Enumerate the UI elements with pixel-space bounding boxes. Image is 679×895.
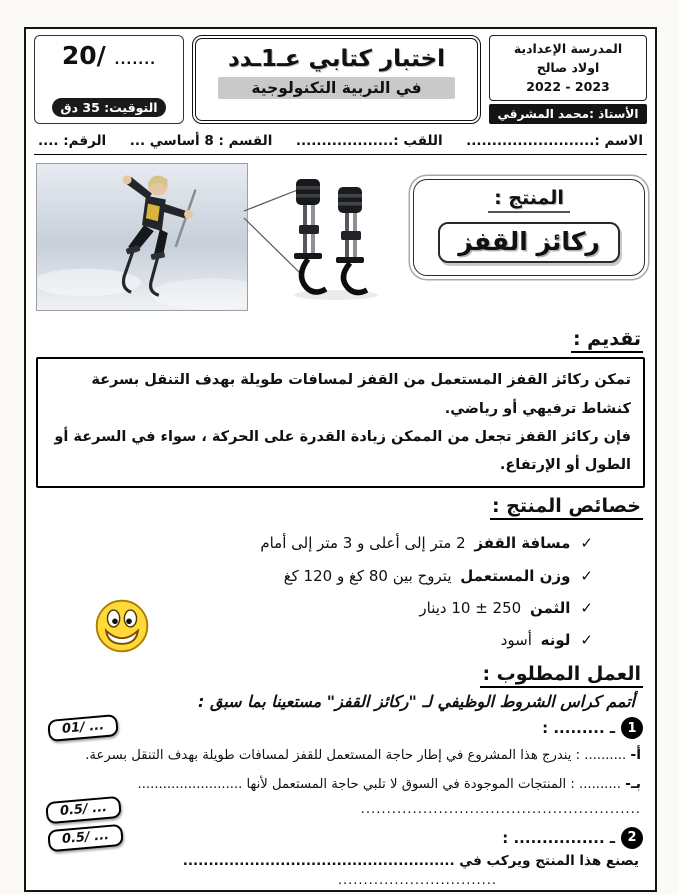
intro-paragraph-box — [36, 357, 645, 488]
item-text: 250 ± 10 دينار — [419, 598, 522, 617]
intro-line-1: تمكن ركائز القفز المستعمل من القفز لمسافات طويلة بهدف التنقل بسرعة كنشاط ترفيهي أو رياضي. — [91, 372, 631, 417]
bottom-answer-dots: ............................... — [337, 872, 497, 888]
stilts-photo — [286, 177, 382, 301]
question-1b-blank: .......... : — [570, 777, 621, 793]
product-section — [34, 161, 647, 321]
work-heading: العمل المطلوب : — [480, 663, 643, 688]
question-1a-text: يندرج هذا المشروع في إطار حاجة المستعمل للقفز لمسافات طويلة بهدف التنقل بسرعة. — [85, 748, 572, 764]
score-tag-1: 01/ ... — [47, 714, 119, 742]
intro-heading-row — [38, 328, 643, 353]
student-number-field: الرقم: .... — [38, 133, 107, 150]
characteristics-heading: خصائص المنتج : — [490, 495, 643, 520]
exam-title-box — [192, 35, 481, 124]
score-box — [34, 35, 184, 124]
exam-subject-band: في التربية التكنولوجية — [218, 77, 455, 99]
question-1 — [542, 717, 643, 739]
checkmark-icon: ✓ — [580, 566, 593, 585]
smiley-face-icon — [92, 596, 152, 660]
list-item — [34, 527, 593, 559]
intro-line-2: فإن ركائز القفز تجعل من الممكن زيادة القدرة على الحركة ، سواء في السرعة أو الطول أو الإرتفاع. — [54, 428, 631, 474]
product-name: ركائز القفز — [458, 227, 600, 257]
question-2-row — [38, 827, 643, 849]
characteristics-heading-row — [38, 495, 643, 520]
exam-header — [34, 35, 647, 124]
checkmark-icon: ✓ — [580, 534, 593, 553]
characteristics-section — [34, 524, 647, 656]
jumping-stilts-image — [286, 177, 382, 301]
page-border-frame — [24, 27, 657, 892]
score-slash: / — [96, 41, 106, 70]
item-label: مسافة القفز — [474, 534, 571, 553]
question-2 — [502, 827, 643, 849]
checkmark-icon: ✓ — [580, 631, 593, 650]
question-2-text: يصنع هذا المنتج ويركب في ..................................................... — [182, 852, 639, 869]
jumper-photo — [36, 163, 248, 311]
student-class-field: القسم : 8 أساسي ... — [129, 133, 273, 150]
question-1-row — [38, 717, 643, 739]
product-label: المنتج : — [488, 187, 570, 213]
school-column — [489, 35, 647, 124]
work-heading-row — [38, 663, 643, 688]
score-total — [41, 41, 177, 70]
question-1a-blank: .......... : — [575, 748, 627, 764]
intro-heading: تقديم : — [571, 328, 643, 353]
exam-title: اختبار كتابي عـ1ـدد — [228, 46, 445, 72]
product-name-frame — [438, 222, 619, 263]
question-1a-label: أ- — [630, 747, 641, 764]
work-instruction: أتمم كراس الشروط الوظيفي لـ "ركائز القفز" مستعينا بما سبق : — [198, 692, 635, 712]
item-label: لونه — [540, 631, 571, 650]
item-text: يتروح بين 80 كغ و 120 كغ — [283, 566, 452, 585]
student-name-field: الاسم :......................... — [466, 133, 643, 150]
question-1-blank: ـ ......... : — [542, 719, 615, 738]
checkmark-icon: ✓ — [580, 598, 593, 617]
item-label: وزن المستعمل — [460, 566, 571, 585]
question-1-number-badge: 1 — [621, 717, 643, 739]
person-jumping-on-stilts-image — [37, 164, 247, 310]
teacher-name-strip: الأستاذ :محمد المشرقي — [489, 104, 647, 124]
product-name-box — [413, 179, 645, 276]
question-1b-dots-row — [40, 799, 641, 821]
question-1a-row — [40, 744, 641, 768]
question-2-blank: ـ ................ : — [502, 828, 615, 847]
score-max: 20 — [61, 41, 97, 70]
item-label: الثمن — [529, 598, 571, 617]
timing-strip: التوقيت: 35 دق — [52, 98, 165, 117]
school-year: 2022 - 2023 — [526, 78, 610, 94]
student-surname-field: اللقب :................... — [295, 133, 443, 150]
score-tag-2: 0.5/ ... — [45, 796, 122, 824]
school-name-line2: اولاد صالح — [536, 59, 600, 75]
list-item — [34, 560, 593, 592]
question-1b-row — [40, 773, 641, 797]
question-1b-text: المنتجات الموجودة في السوق لا تلبي حاجة المستعمل لأنها ......................... — [137, 777, 567, 793]
score-tag-3: 0.5/ ... — [47, 824, 124, 852]
item-text: 2 متر إلى أعلى و 3 متر إلى أمام — [260, 534, 466, 553]
score-blank-dots: ....... — [114, 53, 157, 68]
question-1b-label: بـ- — [625, 776, 641, 793]
answer-dots: ...................................................... — [360, 802, 641, 818]
question-2-number-badge: 2 — [621, 827, 643, 849]
student-info-row — [34, 124, 647, 155]
item-text: أسود — [500, 631, 532, 650]
school-name-line1: المدرسة الإعدادية — [513, 41, 623, 56]
school-box — [489, 35, 647, 101]
